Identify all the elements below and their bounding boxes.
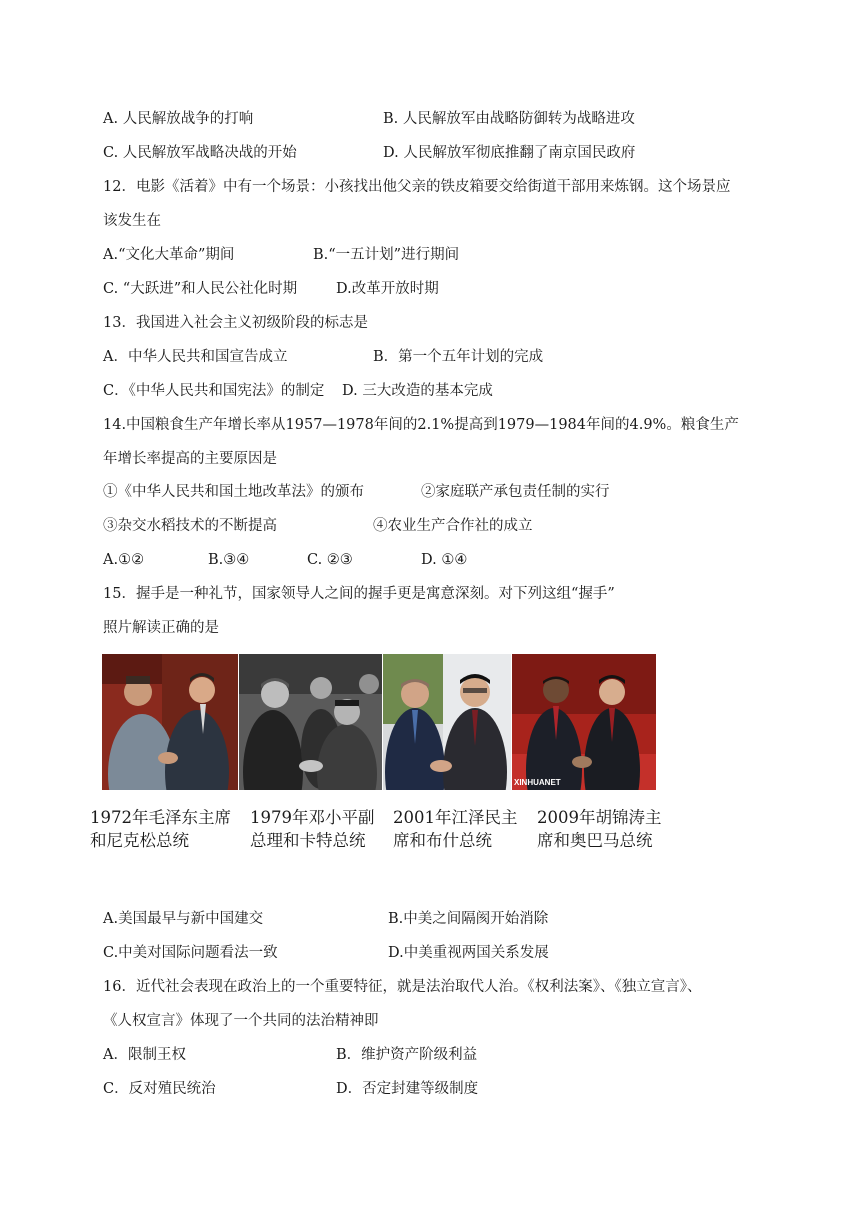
q14-option-c: C. ②③ — [307, 552, 353, 568]
q14-option-a: A.①② — [103, 552, 145, 568]
q11-option-c: C. 人民解放军战略决战的开始 — [103, 145, 297, 161]
q14-option-d: D. ①④ — [421, 552, 468, 568]
q15-option-c: C.中美对国际问题看法一致 — [103, 945, 278, 961]
q14-item-1: ①《中华人民共和国土地改革法》的颁布 — [103, 484, 364, 500]
q11-option-d: D. 人民解放军彻底推翻了南京国民政府 — [383, 145, 636, 161]
q16-option-a: A．限制王权 — [103, 1047, 186, 1063]
photo-deng-carter-handshake — [239, 654, 382, 790]
q14-stem-line1: 14.中国粮食生产年增长率从1957—1978年间的2.1%提高到1979—1984年间的4.9%。粮食生产 — [103, 417, 739, 433]
q14-option-b: B.③④ — [208, 552, 250, 568]
q16-option-b: B．维护资产阶级利益 — [336, 1047, 478, 1063]
q13-option-c: C．《中华人民共和国宪法》的制定 — [103, 383, 325, 399]
photo-caption-2001: 2001年江泽民主 席和布什总统 — [393, 808, 518, 850]
photo-caption-1979: 1979年邓小平副 总理和卡特总统 — [250, 808, 375, 850]
q13-option-d: D. 三大改造的基本完成 — [342, 383, 493, 399]
q12-option-b: B.“一五计划”进行期间 — [313, 247, 460, 263]
q13-option-a: A．中华人民共和国宣告成立 — [103, 349, 288, 365]
xinhuanet-watermark: XINHUANET — [514, 778, 561, 787]
q11-option-b: B. 人民解放军由战略防御转为战略进攻 — [383, 111, 635, 127]
q12-option-c: C. “大跃进”和人民公社化时期 — [103, 281, 298, 297]
q15-option-a: A.美国最早与新中国建交 — [103, 911, 264, 927]
q14-item-3: ③杂交水稻技术的不断提高 — [103, 518, 277, 534]
q12-stem-line1: 12．电影《活着》中有一个场景：小孩找出他父亲的铁皮箱要交给街道干部用来炼钢。这个场景应 — [103, 179, 731, 195]
photo-caption-2009: 2009年胡锦涛主 席和奥巴马总统 — [537, 808, 662, 850]
q15-stem-line1: 15．握手是一种礼节，国家领导人之间的握手更是寓意深刻。对下列这组“握手” — [103, 586, 615, 602]
q15-option-d: D.中美重视两国关系发展 — [388, 945, 549, 961]
photo-mao-nixon-handshake — [102, 654, 238, 790]
q14-item-4: ④农业生产合作社的成立 — [373, 518, 533, 534]
q16-stem-line2: 《人权宣言》体现了一个共同的法治精神即 — [103, 1013, 379, 1029]
q14-stem-line2: 年增长率提高的主要原因是 — [103, 451, 277, 467]
q16-stem-line1: 16．近代社会表现在政治上的一个重要特征，就是法治取代人治。《权利法案》、《独立宣言》、 — [103, 979, 702, 995]
photo-hu-obama-handshake — [512, 654, 656, 790]
q16-option-c: C．反对殖民统治 — [103, 1081, 216, 1097]
q11-option-a: A. 人民解放战争的打响 — [103, 111, 254, 127]
photo-jiang-bush-handshake — [383, 654, 511, 790]
q12-stem-line2: 该发生在 — [103, 213, 161, 229]
q12-option-d: D.改革开放时期 — [336, 281, 439, 297]
photo-caption-1972: 1972年毛泽东主席 和尼克松总统 — [90, 808, 231, 850]
q15-stem-line2: 照片解读正确的是 — [103, 620, 219, 636]
q16-option-d: D．否定封建等级制度 — [336, 1081, 479, 1097]
q13-stem: 13．我国进入社会主义初级阶段的标志是 — [103, 315, 368, 331]
q14-item-2: ②家庭联产承包责任制的实行 — [421, 484, 610, 500]
q15-option-b: B.中美之间隔阂开始消除 — [388, 911, 549, 927]
q13-option-b: B．第一个五年计划的完成 — [373, 349, 544, 365]
q12-option-a: A.“文化大革命”期间 — [103, 247, 235, 263]
